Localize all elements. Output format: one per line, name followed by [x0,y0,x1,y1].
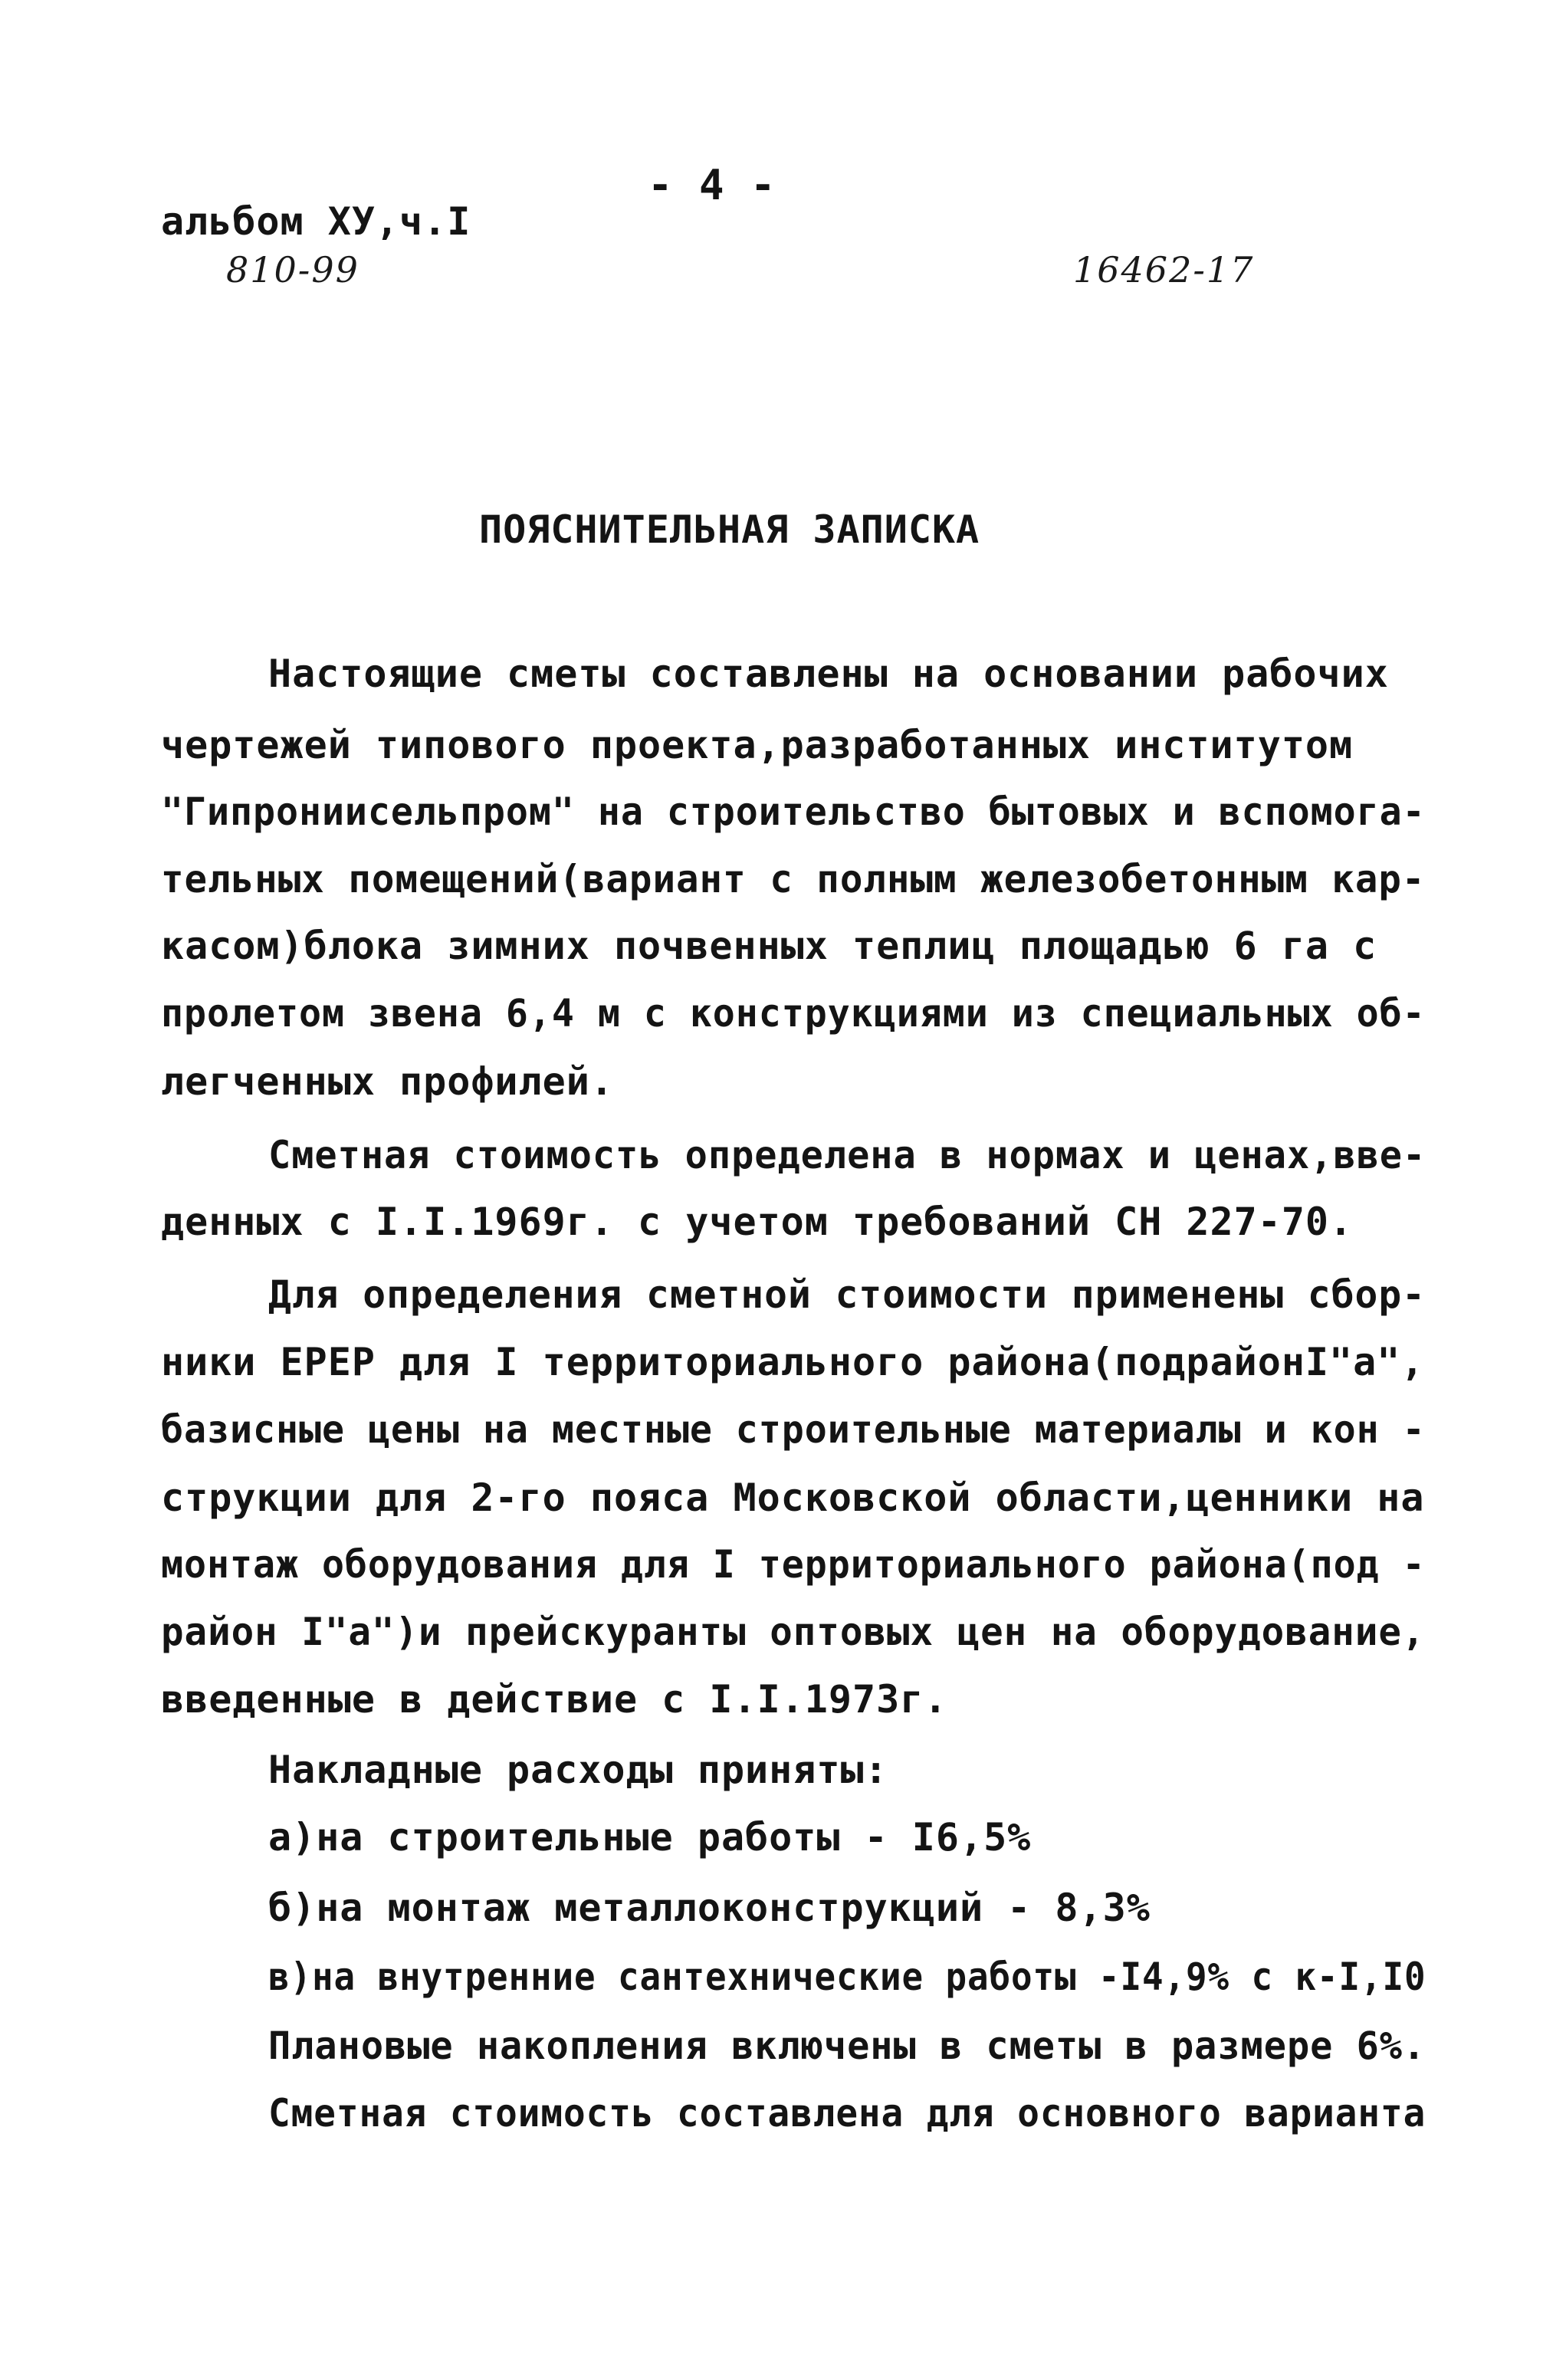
body-line: легченных профилей. [161,1059,614,1104]
body-line: ники ЕРЕР для I территориального района(подрайонI"а", [161,1340,1425,1384]
body-line: введенные в действие с I.I.1973г. [161,1677,948,1722]
body-line: базисные цены на местные строительные материалы и кон - [161,1407,1426,1452]
body-line: Накладные расходы приняты: [268,1748,888,1792]
body-line: а)на строительные работы - I6,5% [268,1815,1032,1860]
document-title: ПОЯСНИТЕЛЬНАЯ ЗАПИСКА [479,507,980,552]
album-reference: альбом ХУ,ч.I [161,199,471,244]
body-line: монтаж оборудования для I территориального района(под - [161,1542,1426,1587]
body-line: Для определения сметной стоимости применены сбор- [268,1272,1426,1317]
body-line: чертежей типового проекта,разработанных институтом [161,723,1354,767]
body-line: в)на внутренние сантехнические работы -I4,9% с к-I,I0 [268,1955,1426,1999]
handwritten-code-right: 16462-17 [1073,249,1255,291]
body-line: "Гипрониисельпром" на строительство бытовых и вспомога- [161,790,1426,834]
page-number: - 4 - [648,161,776,209]
body-line: Сметная стоимость определена в нормах и ценах,вве- [268,1133,1426,1177]
body-line: тельных помещений(вариант с полным железобетонным кар- [161,857,1426,901]
body-line: Плановые накопления включены в сметы в размере 6%. [268,2024,1426,2068]
body-line: струкции для 2-го пояса Московской области,ценники на [161,1476,1425,1520]
body-line: Сметная стоимость составлена для основного варианта [268,2091,1426,2135]
body-line: б)на монтаж металлоконструкций - 8,3% [268,1886,1151,1930]
body-line: денных с I.I.1969г. с учетом требований СН 227-70. [161,1200,1354,1244]
handwritten-code-left: 810-99 [226,249,359,291]
body-line: касом)блока зимних почвенных теплиц площадью 6 га с [161,924,1377,968]
body-line: Настоящие сметы составлены на основании рабочих [268,652,1389,696]
body-line: район I"а")и прейскуранты оптовых цен на оборудование, [161,1610,1426,1654]
body-line: пролетом звена 6,4 м с конструкциями из специальных об- [161,991,1426,1036]
